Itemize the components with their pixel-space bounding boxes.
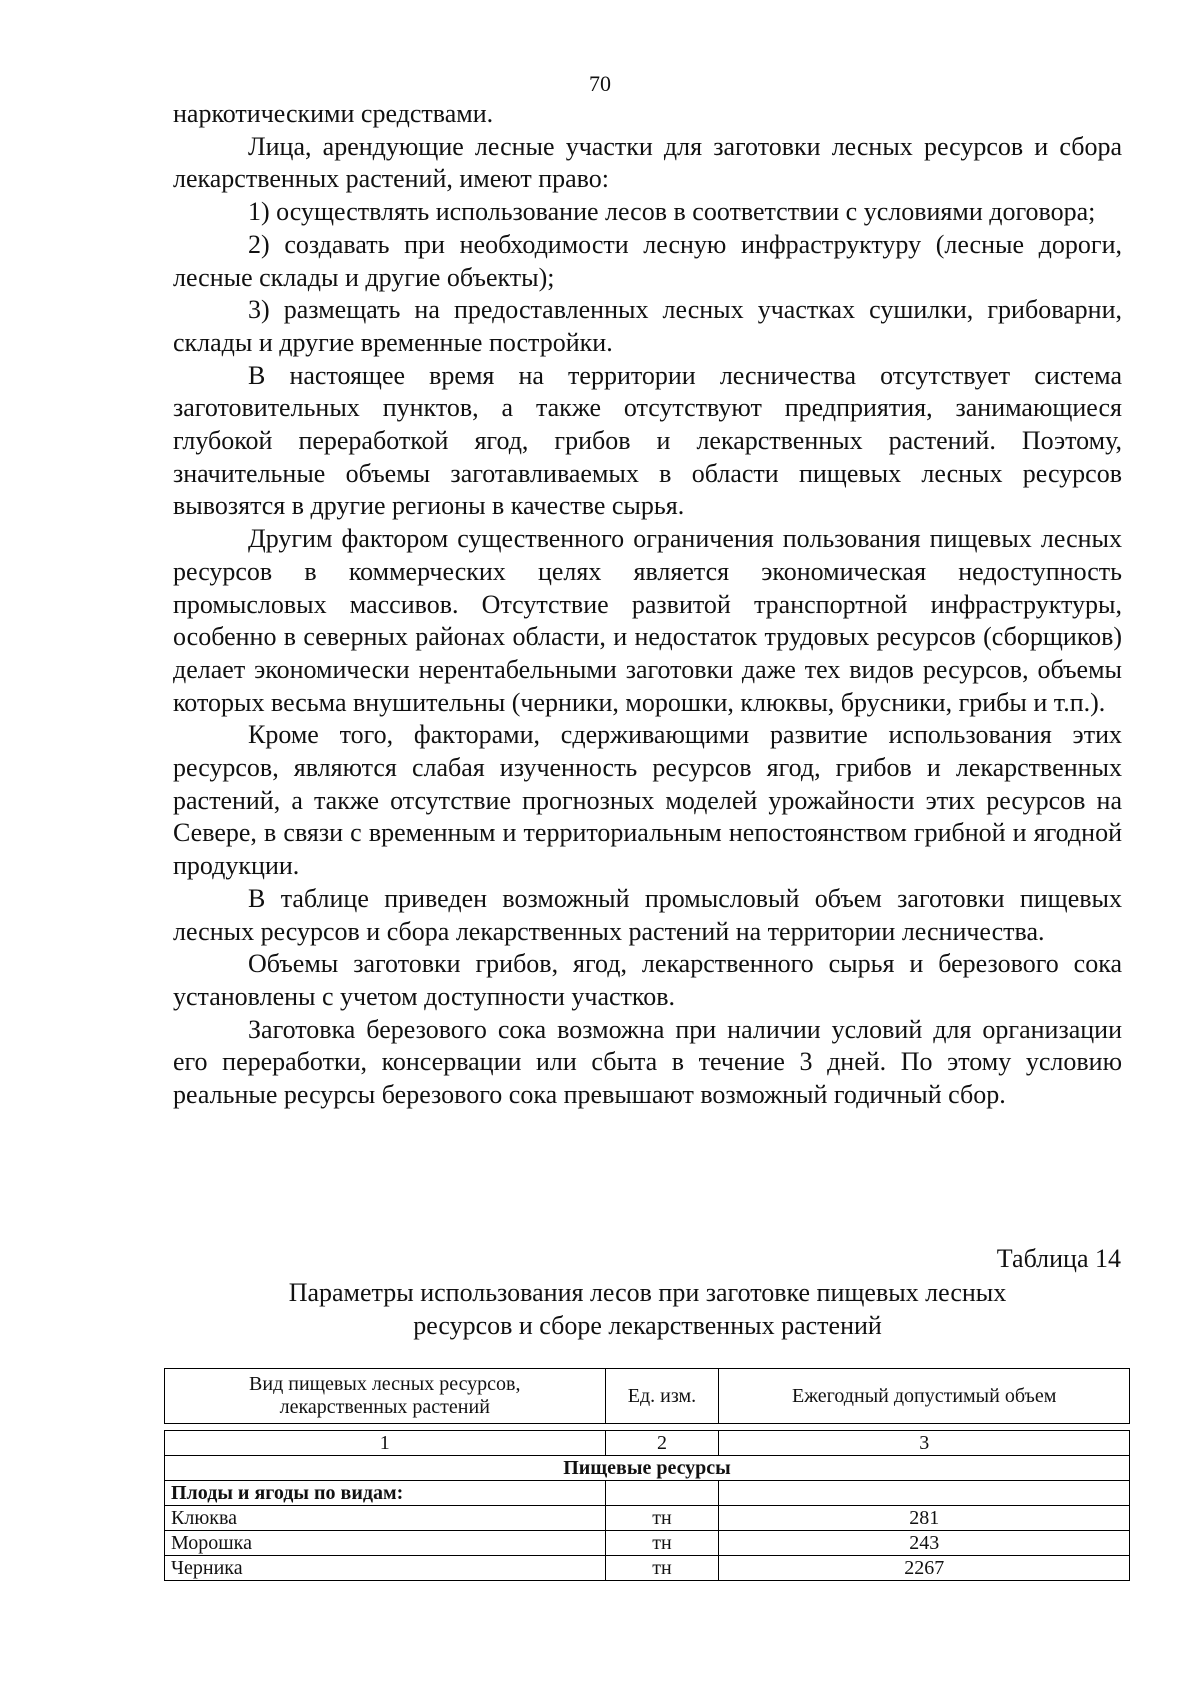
table-gap [165,1424,1130,1431]
paragraph: В таблице приведен возможный промысловый объем заготовки пищевых лесных ресурсов и сбора лекарственных растений на территории лесничества. [173,883,1122,946]
group-title: Плоды и ягоды по видам: [165,1481,606,1506]
column-number: 2 [605,1431,719,1456]
body-text [173,98,1122,1112]
section-row [165,1456,1130,1481]
table-header-row [165,1369,1130,1424]
resource-name: Черника [165,1556,606,1581]
list-item: 2) создавать при необходимости лесную инфраструктуру (лесные дороги, лесные склады и другие объекты); [173,229,1122,292]
resource-unit: тн [605,1531,719,1556]
empty-cell [605,1481,719,1506]
table-caption: Таблица 14 [996,1244,1121,1273]
header-resource-type [165,1369,606,1424]
paragraph: Другим фактором существенного ограничения пользования пищевых лесных ресурсов в коммерческих целях является экономическая недоступность промысловых массивов. Отсутствие развитой транспортной инфраструктуры, особенно в северных районах области, и недостаток трудовых ресурсов (сборщиков) делает экономически нерентабельными заготовки даже тех видов ресурсов, объемы которых весьма внушительны (черники, морошки, клюквы, брусники, грибы и т.п.). [173,524,1122,717]
paragraph: Кроме того, факторами, сдерживающими развитие использования этих ресурсов, являются слабая изученность ресурсов ягод, грибов и лекарственных растений, а также отсутствие прогнозных моделей урожайности этих ресурсов на Севере, в связи с временным и территориальным непостоянством грибной и ягодной продукции. [173,720,1122,881]
data-table [164,1368,1130,1581]
section-title: Пищевые ресурсы [165,1456,1130,1481]
resource-volume: 281 [719,1506,1130,1531]
column-number: 1 [165,1431,606,1456]
table-title [173,1277,1122,1342]
paragraph: В настоящее время на территории лесничества отсутствует система заготовительных пунктов, а также отсутствуют предприятия, занимающиеся глубокой переработкой ягод, грибов и лекарственных растений. Поэтому, значительные объемы заготавливаемых в области пищевых лесных ресурсов вывозятся в другие регионы в качестве сырья. [173,360,1122,521]
group-row [165,1481,1130,1506]
page-number: 70 [589,71,611,96]
table-title-line: ресурсов и сборе лекарственных растений [413,1310,882,1340]
paragraph: Объемы заготовки грибов, ягод, лекарственного сырья и березового сока установлены с учетом доступности участков. [173,949,1122,1011]
header-annual-volume: Ежегодный допустимый объем [719,1369,1130,1424]
resource-unit: тн [605,1506,719,1531]
table-row [165,1506,1130,1531]
table-row [165,1556,1130,1581]
header-line: Вид пищевых лесных ресурсов, [249,1373,521,1395]
header-line: лекарственных растений [279,1396,490,1418]
table-row [165,1531,1130,1556]
empty-cell [719,1481,1130,1506]
paragraph: Заготовка березового сока возможна при наличии условий для организации его переработки, консервации или сбыта в течение 3 дней. По этому условию реальные ресурсы березового сока превышают возможный годичный сбор. [173,1014,1122,1110]
paragraph: Лица, арендующие лесные участки для заготовки лесных ресурсов и сбора лекарственных растений, имеют право: [173,131,1122,194]
header-unit: Ед. изм. [605,1369,719,1424]
resource-unit: тн [605,1556,719,1581]
list-item: 3) размещать на предоставленных лесных участках сушилки, грибоварни, склады и другие временные постройки. [173,295,1122,357]
list-item: 1) осуществлять использование лесов в соответствии с условиями договора; [248,197,1096,227]
table-title-line: Параметры использования лесов при заготовке пищевых лесных [288,1278,1007,1307]
resource-name: Клюква [165,1506,606,1531]
column-numbers-row [165,1431,1130,1456]
paragraph: наркотическими средствами. [173,99,494,128]
column-number: 3 [719,1431,1130,1456]
resource-volume: 243 [719,1531,1130,1556]
resource-name: Морошка [165,1531,606,1556]
resource-volume: 2267 [719,1556,1130,1581]
